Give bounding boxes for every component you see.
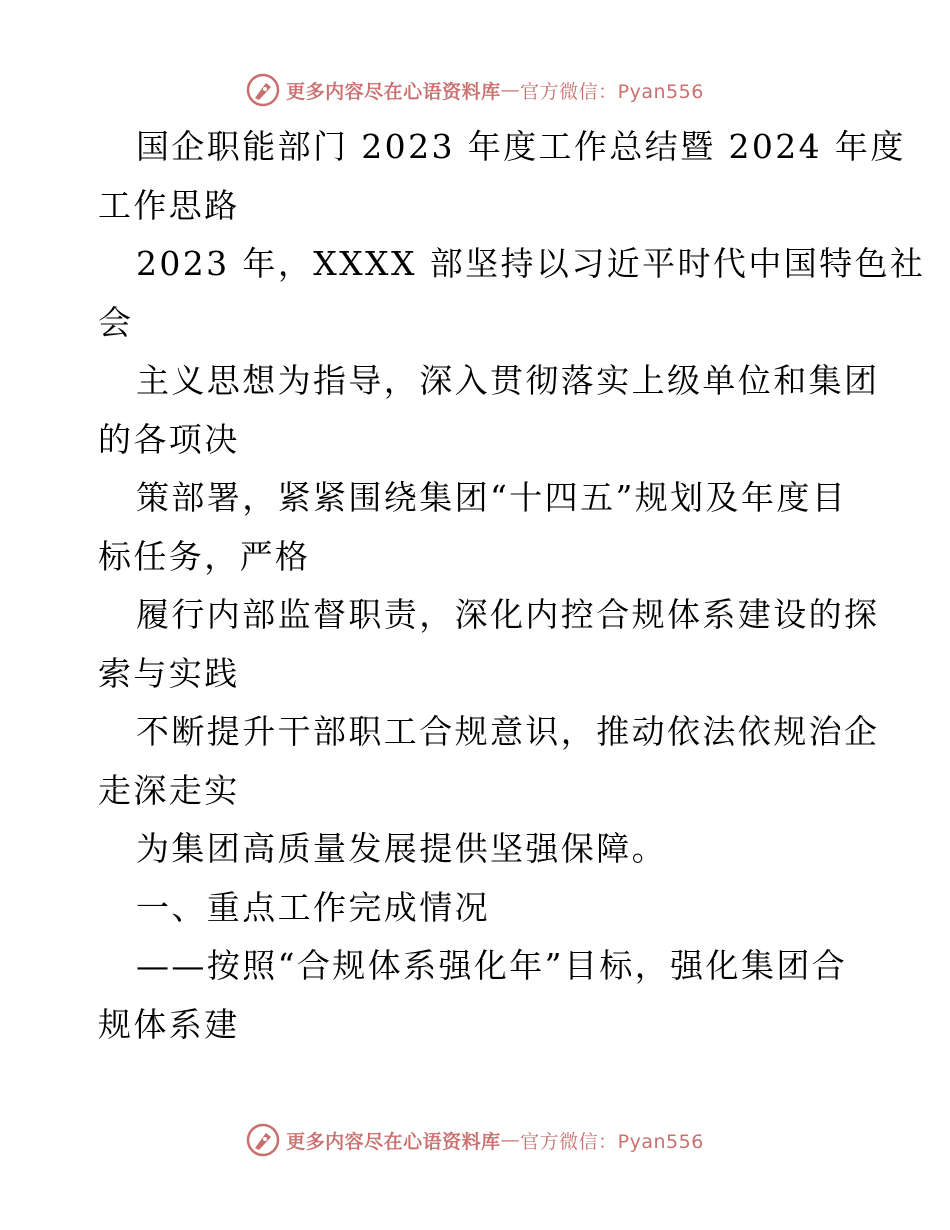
watermark-site-text: 更多内容尽在心语资料库 [286,1130,501,1153]
doc-line: 为集团高质量发展提供坚强保障。 [136,829,667,868]
doc-line: 索与实践 [98,653,240,693]
doc-line: 工作思路 [98,185,240,225]
doc-line: 2023 年，XXXX 部坚持以习近平时代中国特色社 [136,244,926,283]
watermark-separator: — [500,1129,521,1151]
doc-line: 的各项决 [98,419,240,459]
doc-line: 履行内部监督职责，深化内控合规体系建设的探 [136,595,880,634]
watermark-site-text: 更多内容尽在心语资料库 [286,80,501,103]
pen-nib-logo-icon [246,73,280,107]
watermark-banner-bottom [0,1120,950,1160]
doc-line: 走深走实 [98,770,240,810]
watermark-separator: — [500,79,521,101]
doc-line: ——按照“合规体系强化年”目标，强化集团合 [136,946,848,985]
document-body [98,118,926,1054]
watermark-banner-top [0,70,950,110]
doc-line: 主义思想为指导，深入贯彻落实上级单位和集团 [136,361,880,400]
watermark-wechat-text: 官方微信：Pyan556 [520,1130,704,1153]
doc-line: 不断提升干部职工合规意识，推动依法依规治企 [136,712,880,751]
doc-line: 会 [98,302,134,342]
doc-line: 策部署，紧紧围绕集团“十四五”规划及年度目 [136,478,848,517]
doc-line: 国企职能部门 2023 年度工作总结暨 2024 年度 [136,127,906,166]
doc-line: 规体系建 [98,1004,240,1044]
pen-nib-logo-icon [246,1123,280,1157]
doc-line: 标任务，严格 [98,536,311,576]
watermark-wechat-text: 官方微信：Pyan556 [520,80,704,103]
doc-section-heading: 一、重点工作完成情况 [136,887,490,927]
